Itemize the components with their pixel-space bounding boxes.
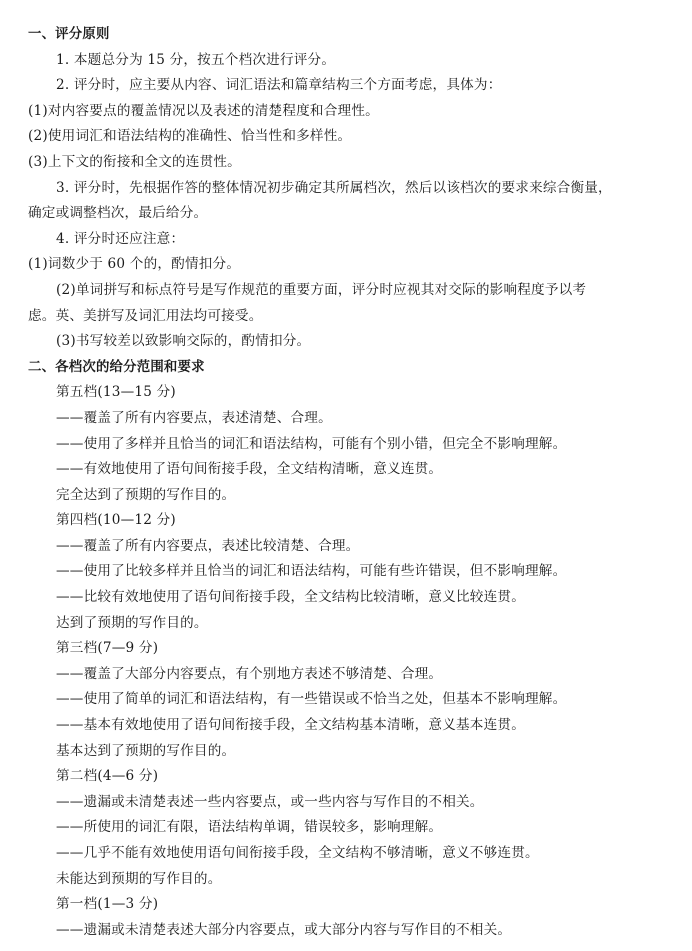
grade-2-item: ——几乎不能有效地使用语句间衔接手段，全文结构不够清晰，意义不够连贯。 bbox=[56, 845, 539, 861]
grade-4-item: ——覆盖了所有内容要点，表述比较清楚、合理。 bbox=[56, 537, 360, 554]
grade-2-item: ——所使用的词汇有限，语法结构单调，错误较多，影响理解。 bbox=[56, 819, 443, 836]
grade-5-conclusion: 完全达到了预期的写作目的。 bbox=[56, 486, 236, 503]
grade-3-item: ——使用了简单的词汇和语法结构，有一些错误或不恰当之处，但基本不影响理解。 bbox=[56, 691, 567, 708]
grade-1-title: 第一档(1—3 分) bbox=[56, 896, 159, 913]
grade-2-item: ——遗漏或未清楚表述一些内容要点，或一些内容与写作目的不相关。 bbox=[56, 793, 484, 810]
section-heading-grades: 二、各档次的给分范围和要求 bbox=[28, 359, 205, 375]
grade-3-title: 第三档(7—9 分) bbox=[56, 640, 159, 657]
section-heading-principles: 一、评分原则 bbox=[28, 27, 110, 42]
grade-3-conclusion: 基本达到了预期的写作目的。 bbox=[56, 742, 236, 759]
grade-5-item: ——有效地使用了语句间衔接手段，全文结构清晰，意义连贯。 bbox=[56, 461, 443, 478]
rule-1: 1. 本题总分为 15 分，按五个档次进行评分。 bbox=[56, 51, 336, 68]
rule-3-line-2: 确定或调整档次，最后给分。 bbox=[28, 205, 208, 222]
rule-4-item-2-line-1: (2)单词拼写和标点符号是写作规范的重要方面，评分时应视其对交际的影响程度予以考 bbox=[56, 281, 587, 298]
grade-3-item: ——覆盖了大部分内容要点，有个别地方表述不够清楚、合理。 bbox=[56, 665, 443, 682]
rule-2-item-1: (1)对内容要点的覆盖情况以及表述的清楚程度和合理性。 bbox=[28, 102, 379, 119]
grade-5-item: ——覆盖了所有内容要点，表述清楚、合理。 bbox=[56, 409, 332, 426]
rule-2-item-2: (2)使用词汇和语法结构的准确性、恰当性和多样性。 bbox=[28, 128, 352, 145]
grade-4-conclusion: 达到了预期的写作目的。 bbox=[56, 614, 208, 631]
grade-4-item: ——使用了比较多样并且恰当的词汇和语法结构，可能有些许错误，但不影响理解。 bbox=[56, 563, 567, 580]
rule-4-item-1: (1)词数少于 60 个的，酌情扣分。 bbox=[28, 256, 241, 273]
grade-5-title: 第五档(13—15 分) bbox=[56, 384, 176, 401]
grade-2-conclusion: 未能达到预期的写作目的。 bbox=[56, 870, 222, 887]
rule-3-line-1: 3. 评分时，先根据作答的整体情况初步确定其所属档次，然后以该档次的要求来综合衡量， bbox=[56, 179, 612, 196]
rule-4-item-3: (3)书写较差以致影响交际的，酌情扣分。 bbox=[56, 333, 311, 350]
grade-5-item: ——使用了多样并且恰当的词汇和语法结构，可能有个别小错，但完全不影响理解。 bbox=[56, 435, 567, 452]
rule-4: 4. 评分时还应注意： bbox=[56, 230, 185, 247]
rule-2: 2. 评分时，应主要从内容、词汇语法和篇章结构三个方面考虑，具体为： bbox=[56, 77, 502, 94]
grade-4-item: ——比较有效地使用了语句间衔接手段，全文结构比较清晰，意义比较连贯。 bbox=[56, 589, 525, 606]
grade-2-title: 第二档(4—6 分) bbox=[56, 768, 159, 785]
rule-2-item-3: (3)上下文的衔接和全文的连贯性。 bbox=[28, 153, 241, 170]
grade-4-title: 第四档(10—12 分) bbox=[56, 512, 176, 529]
grade-3-item: ——基本有效地使用了语句间衔接手段，全文结构基本清晰，意义基本连贯。 bbox=[56, 717, 525, 734]
grade-1-item: ——遗漏或未清楚表述大部分内容要点，或大部分内容与写作目的不相关。 bbox=[56, 921, 512, 938]
rule-4-item-2-line-2: 虑。英、美拼写及词汇用法均可接受。 bbox=[28, 307, 263, 324]
